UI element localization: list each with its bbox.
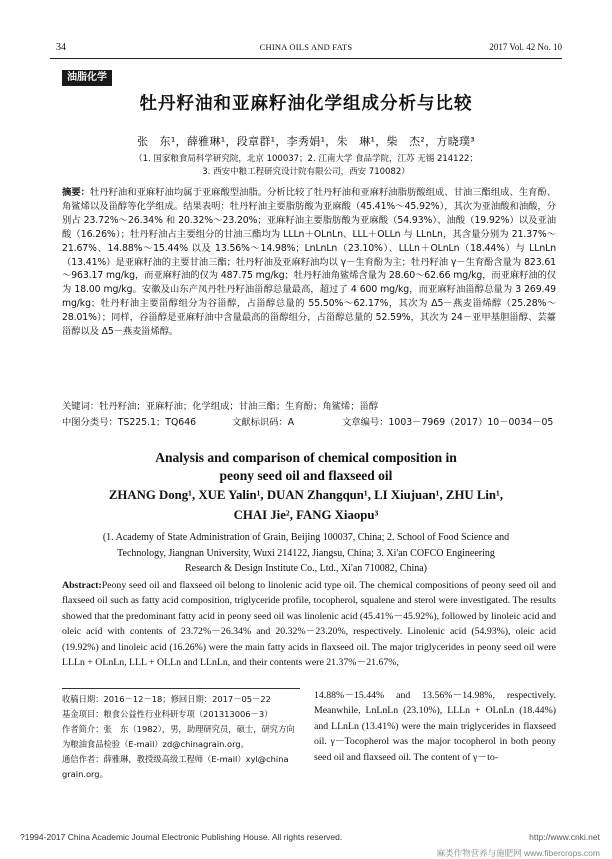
en-abstract-label: Abstract: [62, 580, 102, 591]
corresponding-author-2: grain.org。 [62, 769, 108, 779]
zh-keywords-label: 关键词： [62, 401, 100, 412]
en-abstract-text: Peony seed oil and flaxseed oil belong to linolenic acid type oil. The chemical compositions of peony seed oil and flaxseed oil such as fatty acid composition, triglyceride profile, tocopherol, squalene and sterol were investigated. The results showed that the predominant fatty acid in peony seed oil was linolenic acid (45.41%－45.92%), followed by linoleic acid and oleic acid with contents of 23.72%－26.34% and 20.32%－23.20%, respectively. Linolenic acid (54.93%), oleic acid (19.92%) and linoleic acid (16.26%) were the main fatty acids in flaxseed oil. The major triglycerides in peony seed oil were LLLn + OLnLn, LLL + OLLn and LLnLn, and their contents were 21.37%－21.67%, [62, 580, 556, 669]
footnote-rule [62, 688, 300, 689]
clc-value: TS225.1；TQ646 [117, 417, 197, 428]
journal-name: CHINA OILS AND FATS [259, 42, 353, 52]
zh-keywords [62, 400, 556, 414]
en-abstract-continued: 14.88%－15.44% and 13.56%－14.98%, respectively. Meanwhile, LnLnLn (23.10%), LLLn + OLnLn (18.44%) and LLnLn (13.41%) were the main triglycerides in flaxseed oil. γ－Tocopherol was the major tocopherol in both peony seed oil and flaxseed oil. The content of γ－to- [314, 690, 556, 763]
en-affiliation-3: Research & Design Institute Co., Ltd., Xi'an 710082, China) [184, 563, 428, 574]
received-date: 收稿日期：2016－12－18；修回日期：2017－05－22 [62, 694, 271, 704]
header-rule [50, 58, 562, 59]
page-number: 34 [56, 42, 66, 53]
journal-volume: 2017 Vol. 42 No. 10 [489, 42, 562, 52]
zh-affiliation-1: （1. 国家粮食局科学研究院，北京 100037；2. 江南大学 食品学院，江苏 无锡 214122； [134, 154, 478, 164]
watermark: 麻类作物营养与施肥网 www.fibercrops.com [436, 848, 600, 858]
section-tag: 油脂化学 [62, 70, 112, 86]
zh-affiliation-2: 3. 西安中粮工程研究设计院有限公司，西安 710082） [202, 167, 410, 177]
en-title-line-1: Analysis and comparison of chemical composition in [155, 450, 457, 465]
en-abstract [62, 578, 556, 670]
zh-authors: 张 东¹，薛雅琳¹，段章群¹，李秀娟¹，朱 琳¹，柴 杰²，方晓璞³ [136, 135, 476, 148]
cnki-link[interactable]: http://www.cnki.net [529, 832, 600, 842]
en-affiliation-2: Technology, Jiangnan University, Wuxi 214122, Jiangsu, China; 3. Xi'an COFCO Engineering [117, 548, 495, 559]
running-header [50, 42, 562, 56]
article-id-label: 文章编号： [342, 417, 389, 428]
corresponding-author-1: 通信作者：薛雅琳，教授级高级工程师（E-mail）xyl@china [62, 754, 289, 764]
article-id-value: 1003－7969（2017）10－0034－05 [388, 417, 554, 428]
zh-abstract-text: 牡丹籽油和亚麻籽油均属于亚麻酸型油脂。分析比较了牡丹籽油和亚麻籽油脂肪酸组成、甘油三酯组成、生育酚、角鲨烯以及甾醇等化学组成。结果表明：牡丹籽油主要脂肪酸为亚麻酸（45.41%～45.92%），其次为亚油酸和油酸，分别占 23.72%～26.34% 和 20.32%～23.20%；亚麻籽油主要脂肪酸为亚麻酸（54.93%）、油酸（19.92%）以及亚油酸（16.26%）；牡丹籽油占主要组分的甘油三酯均为 LLLn＋OLnLn、LLL＋OLLn 与 LLnLn，其含量分别为 21.37%～21.67%、14.88%～15.44% 以及 13.56%～14.98%；LnLnLn（23.10%）、LLLn＋OLnLn（18.44%）与 LLnLn（13.41%）是亚麻籽油的主要甘油三酯；牡丹籽油及亚麻籽油均以 γ－生育酚为主；牡丹籽油 γ－生育酚含量为 823.61～963.17 mg/kg，而亚麻籽油的仅为 487.75 mg/kg；牡丹籽油角鲨烯含量为 28.60～62.66 mg/kg，而亚麻籽油的仅为 18.00 mg/kg。安徽及山东产凤丹牡丹籽油甾醇总量最高，超过了 4 600 mg/kg，而亚麻籽油甾醇总量为 3 269.49 mg/kg；牡丹籽油主要甾醇组分为谷甾醇，占甾醇总量的 55.50%～62.17%，其次为 Δ5－燕麦甾烯醇（25.28%～28.01%）；同样，谷甾醇是亚麻籽油中含量最高的甾醇组分，占甾醇总量的 52.59%，其次为 24－亚甲基胆甾醇、芸薹甾醇以及 Δ5－燕麦甾烯醇。 [62, 187, 556, 338]
zh-abstract [62, 186, 556, 339]
en-authors-line-2: CHAI Jie², FANG Xiaopu³ [233, 508, 379, 522]
fund-info: 基金项目：粮食公益性行业科研专项（201313006－3） [62, 709, 273, 719]
clc-field [62, 416, 196, 429]
doc-code-label: 文献标识码： [232, 417, 288, 428]
doc-code-value: A [287, 417, 295, 428]
doc-code-field [232, 416, 294, 429]
footnotes [62, 692, 302, 782]
en-title-line-2: peony seed oil and flaxseed oil [219, 468, 393, 483]
zh-title: 牡丹籽油和亚麻籽油化学组成分析与比较 [139, 94, 473, 114]
clc-label: 中图分类号： [62, 417, 118, 428]
zh-abstract-label: 摘要： [62, 187, 90, 198]
zh-keywords-text: 牡丹籽油；亚麻籽油；化学组成；甘油三酯；生育酚；角鲨烯；甾醇 [99, 401, 379, 412]
en-authors-line-1: ZHANG Dong¹, XUE Yalin¹, DUAN Zhangqun¹, LI Xiujuan¹, ZHU Lin¹, [108, 488, 504, 502]
en-affiliation-1: (1. Academy of State Administration of Grain, Beijing 100037, China; 2. School of Food Science and [102, 532, 510, 543]
author-bio-1: 作者简介：张 东（1982），男，助理研究员，硕士，研究方向 [62, 724, 295, 734]
author-bio-2: 为粮油食品检验（E-mail）zd@chinagrain.org。 [62, 739, 249, 749]
copyright-text: ?1994-2017 China Academic Journal Electronic Publishing House. All rights reserved. [20, 832, 343, 842]
article-id-field [342, 416, 553, 429]
